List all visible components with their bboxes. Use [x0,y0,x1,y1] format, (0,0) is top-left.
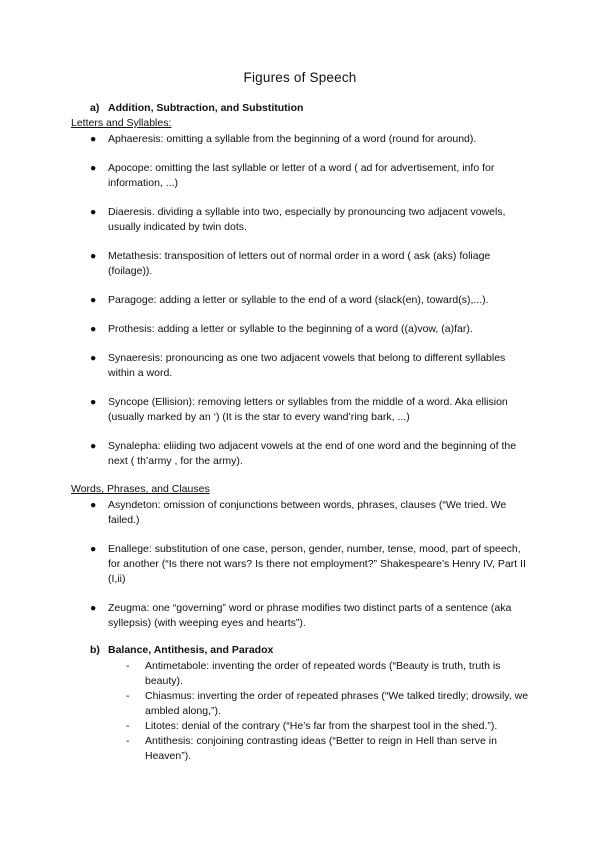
bullet-icon: ● [90,396,97,408]
page-title: Figures of Speech [243,70,357,85]
list-item [126,689,531,719]
list-item [90,351,530,381]
list-item [126,734,531,764]
list-item [126,719,531,734]
section-a-marker: a) [90,102,100,114]
bullet-icon: ● [90,133,97,145]
bullet-icon: ● [90,250,97,262]
list-item-text: Zeugma: one “governing” word or phrase modifies two distinct parts of a sentence (aka syllepsis) (with weeping eyes and hearts”). [108,602,512,629]
words-phrases-heading: Words, Phrases, and Clauses [71,483,210,495]
list-item-text: Metathesis: transposition of letters out of normal order in a word ( ask (aks) foliage (foilage)). [108,250,491,277]
list-item-text: Aphaeresis: omitting a syllable from the beginning of a word (round for around). [108,133,477,145]
list-item [90,498,530,528]
list-item [90,322,530,337]
list-item-text: Antithesis: conjoining contrasting ideas (“Better to reign in Hell than serve in Heaven”). [145,735,497,762]
list-item-text: Antimetabole: inventing the order of repeated words (“Beauty is truth, truth is beauty). [145,660,501,687]
bullet-icon: ● [90,206,97,218]
list-item-text: Asyndeton: omission of conjunctions between words, phrases, clauses (“We tried. We failed.) [108,499,507,526]
list-item [90,439,530,469]
bullet-icon: ● [90,352,97,364]
list-item [90,601,530,631]
dash-icon: - [126,660,130,672]
list-item-text: Prothesis: adding a letter or syllable to the beginning of a word ((a)vow, (a)far). [108,323,473,335]
bullet-icon: ● [90,543,97,555]
list-item-text: Litotes: denial of the contrary (“He’s far from the sharpest tool in the shed.”). [145,720,498,732]
bullet-icon: ● [90,162,97,174]
list-item-text: Apocope: omitting the last syllable or letter of a word ( ad for advertisement, info for information, ...) [108,162,495,189]
list-item-text: Diaeresis. dividing a syllable into two, especially by pronouncing two adjacent vowels, usually indicated by twin dots. [108,206,506,233]
section-a-title: Addition, Subtraction, and Substitution [108,102,304,114]
dash-icon: - [126,690,130,702]
list-item-text: Paragoge: adding a letter or syllable to the end of a word (slack(en), toward(s),...). [108,294,489,306]
list-item [90,293,530,308]
dash-icon: - [126,735,130,747]
list-item [90,132,530,147]
bullet-icon: ● [90,440,97,452]
list-item [90,395,530,425]
list-item-text: Syncope (Ellision): removing letters or syllables from the middle of a word. Aka ellision (usually marked by an ‘) (It is the star to every wand’ring bark, ...) [108,396,508,423]
section-b-heading [90,644,273,656]
bullet-icon: ● [90,323,97,335]
list-item [90,205,530,235]
bullet-icon: ● [90,499,97,511]
bullet-icon: ● [90,294,97,306]
letters-syllables-heading: Letters and Syllables: [71,117,172,129]
list-item-text: Synalepha: eliiding two adjacent vowels at the end of one word and the beginning of the next ( th’army , for the army). [108,440,517,467]
dash-icon: - [126,720,130,732]
section-a-heading [90,102,303,114]
list-item [126,659,531,689]
list-item [90,249,530,279]
bullet-icon: ● [90,602,97,614]
list-item [90,161,530,191]
list-item-text: Chiasmus: inverting the order of repeated phrases (“We talked tiredly; drowsily, we ambled along,”). [145,690,529,717]
list-item-text: Synaeresis: pronouncing as one two adjacent vowels that belong to different syllables within a word. [108,352,506,379]
list-item [90,542,530,587]
section-b-title: Balance, Antithesis, and Paradox [108,644,274,656]
list-item-text: Enallege: substitution of one case, person, gender, number, tense, mood, part of speech, for another (“Is there not wars? Is there not employment?” Shakespeare’s Henry IV, Part II (I,ii) [108,543,526,585]
section-b-marker: b) [90,644,100,656]
